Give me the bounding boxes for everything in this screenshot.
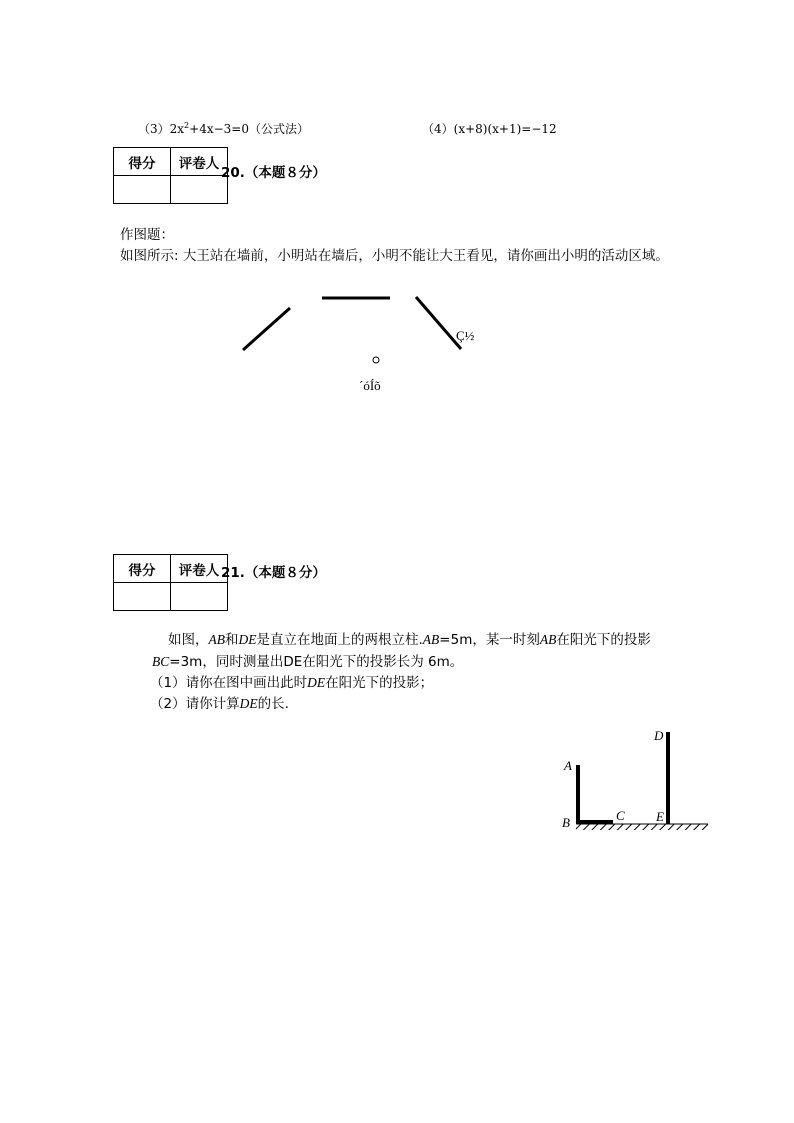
text: 和 xyxy=(225,632,239,648)
grader-cell[interactable] xyxy=(171,583,228,611)
wall-left xyxy=(243,308,290,350)
person-label: ´óÍõ xyxy=(359,378,381,393)
grader-label: 评卷人 xyxy=(171,555,228,583)
score-label: 得分 xyxy=(114,555,171,583)
label-d: D xyxy=(654,728,664,743)
wall-right xyxy=(416,297,461,349)
q20-intro: 作图题： xyxy=(120,227,174,243)
text: 是直立在地面上的两根立柱. xyxy=(256,632,423,648)
text: =3m，同时测量出DE在阳光下的投影长为 6m。 xyxy=(169,654,464,670)
person-dot xyxy=(373,357,379,363)
label-a: A xyxy=(564,758,572,773)
q20-figure xyxy=(0,0,794,420)
var-ab: AB xyxy=(208,632,225,647)
label-b: B xyxy=(562,815,570,830)
q20-text: 如图所示: 大王站在墙前，小明站在墙后，小明不能让大王看见，请你画出小明的活动区域。 xyxy=(120,248,669,264)
q21-title: 21.（本题８分） xyxy=(221,565,326,581)
grader-label: 评卷人 xyxy=(171,148,228,176)
score-cell[interactable] xyxy=(114,583,171,611)
q21-figure xyxy=(540,720,720,840)
q19-part3-rest: +4x−3=0（公式法） xyxy=(189,122,309,136)
score-table-q21 xyxy=(113,554,228,611)
q21-part2 xyxy=(150,692,289,712)
var-de: DE xyxy=(238,632,257,647)
q21-line1 xyxy=(168,628,651,648)
var-de: DE xyxy=(239,696,258,711)
wall-label: Ç½ xyxy=(456,328,475,343)
q21-line2 xyxy=(152,650,463,670)
text: 在阳光下的投影； xyxy=(325,675,434,691)
text: 如图， xyxy=(168,632,209,648)
score-label: 得分 xyxy=(114,148,171,176)
var-de: DE xyxy=(307,675,326,690)
var-ab: AB xyxy=(422,632,440,647)
q20-title: 20.（本题８分） xyxy=(221,165,326,181)
text: （2）请你计算 xyxy=(150,696,240,712)
q19-part3-sup: 2 xyxy=(184,121,190,130)
text: （1）请你在图中画出此时 xyxy=(150,675,308,691)
var-ab: AB xyxy=(539,632,557,647)
text: 在阳光下的投影 xyxy=(556,632,651,648)
var-bc: BC xyxy=(152,654,170,669)
text: 的长. xyxy=(257,696,289,712)
text: =5m，某一时刻 xyxy=(439,632,540,648)
q19-part3-prefix: （3）2x xyxy=(138,122,185,136)
q21-part1 xyxy=(150,671,433,691)
ground-hatch xyxy=(576,824,708,830)
label-c: C xyxy=(616,808,625,823)
q19-part4: （4）(x+8)(x+1)=−12 xyxy=(422,122,557,136)
label-e: E xyxy=(656,809,664,824)
